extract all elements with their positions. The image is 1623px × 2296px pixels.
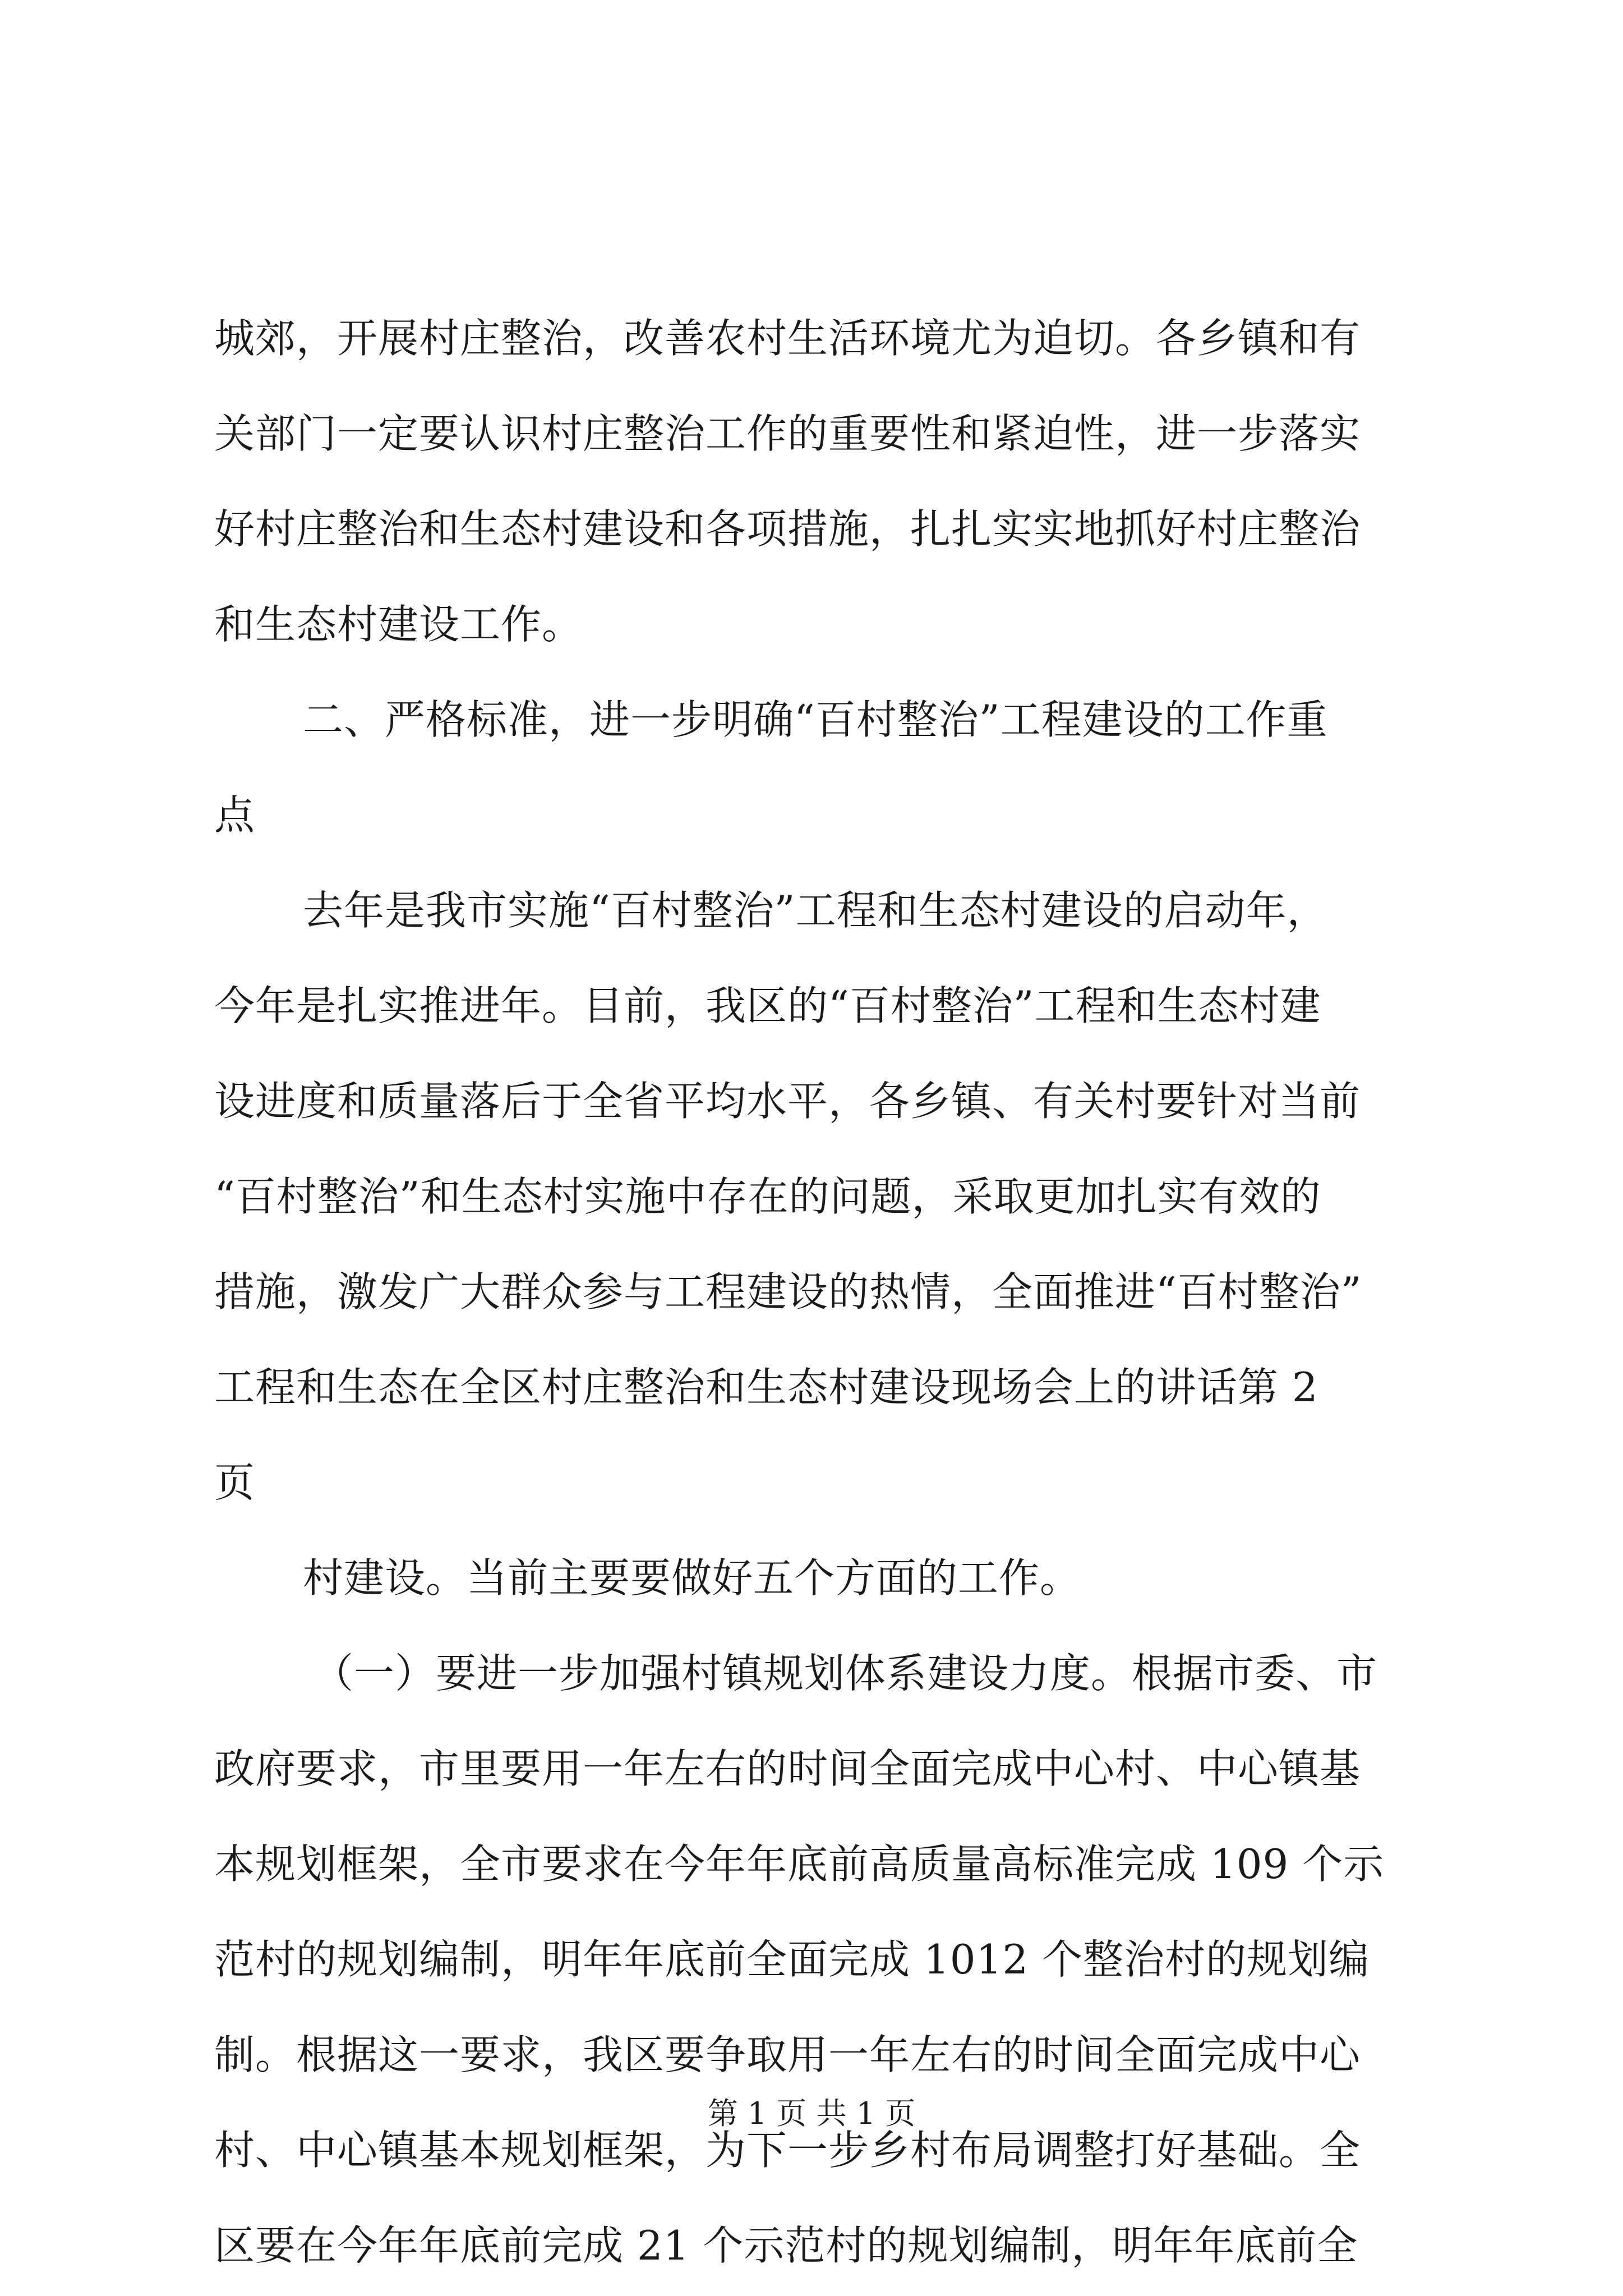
- body-line: 村建设。当前主要要做好五个方面的工作。: [303, 1554, 1081, 1602]
- body-line: “百村整治”和生态村实施中存在的问题，采取更加扎实有效的: [214, 1173, 1321, 1220]
- body-line: 今年是扎实推进年。目前，我区的“百村整治”工程和生态村建: [214, 982, 1321, 1029]
- body-line: 去年是我市实施“百村整治”工程和生态村建设的启动年，: [303, 887, 1328, 934]
- body-line: 工程和生态在全区村庄整治和生态村建设现场会上的讲话第 2: [214, 1364, 1318, 1411]
- body-line: 措施，激发广大群众参与工程建设的热情，全面推进“百村整治”: [214, 1268, 1362, 1315]
- body-line: 制。根据这一要求，我区要争取用一年左右的时间全面完成中心: [214, 2031, 1361, 2078]
- body-line: 村、中心镇基本规划框架，为下一步乡村布局调整打好基础。全: [214, 2127, 1361, 2174]
- body-line: 范村的规划编制，明年年底前全面完成 1012 个整治村的规划编: [214, 1936, 1370, 1983]
- body-line: 区要在今年年底前完成 21 个示范村的规划编制，明年年底前全: [214, 2222, 1358, 2269]
- body-line: 和生态村建设工作。: [214, 601, 583, 648]
- body-line: 本规划框架，全市要求在今年年底前高质量高标准完成 109 个示: [214, 1841, 1385, 1888]
- section-heading-line: 点: [214, 792, 256, 839]
- body-line: 城郊，开展村庄整治，改善农村生活环境尤为迫切。各乡镇和有: [214, 315, 1361, 362]
- body-line: 好村庄整治和生态村建设和各项措施，扎扎实实地抓好村庄整治: [214, 505, 1361, 553]
- page-footer: 第 1 页 共 1 页: [707, 2096, 916, 2131]
- document-body: [214, 291, 1426, 2293]
- subsection-line: （一）要进一步加强村镇规划体系建设力度。根据市委、市: [313, 1650, 1378, 1697]
- body-line: 关部门一定要认识村庄整治工作的重要性和紧迫性，进一步落实: [214, 410, 1361, 457]
- body-line: 政府要求，市里要用一年左右的时间全面完成中心村、中心镇基: [214, 1745, 1361, 1792]
- body-line: 设进度和质量落后于全省平均水平，各乡镇、有关村要针对当前: [214, 1078, 1361, 1125]
- section-heading-line: 二、严格标准，进一步明确“百村整治”工程建设的工作重: [303, 696, 1328, 743]
- body-line: 页: [214, 1459, 256, 1506]
